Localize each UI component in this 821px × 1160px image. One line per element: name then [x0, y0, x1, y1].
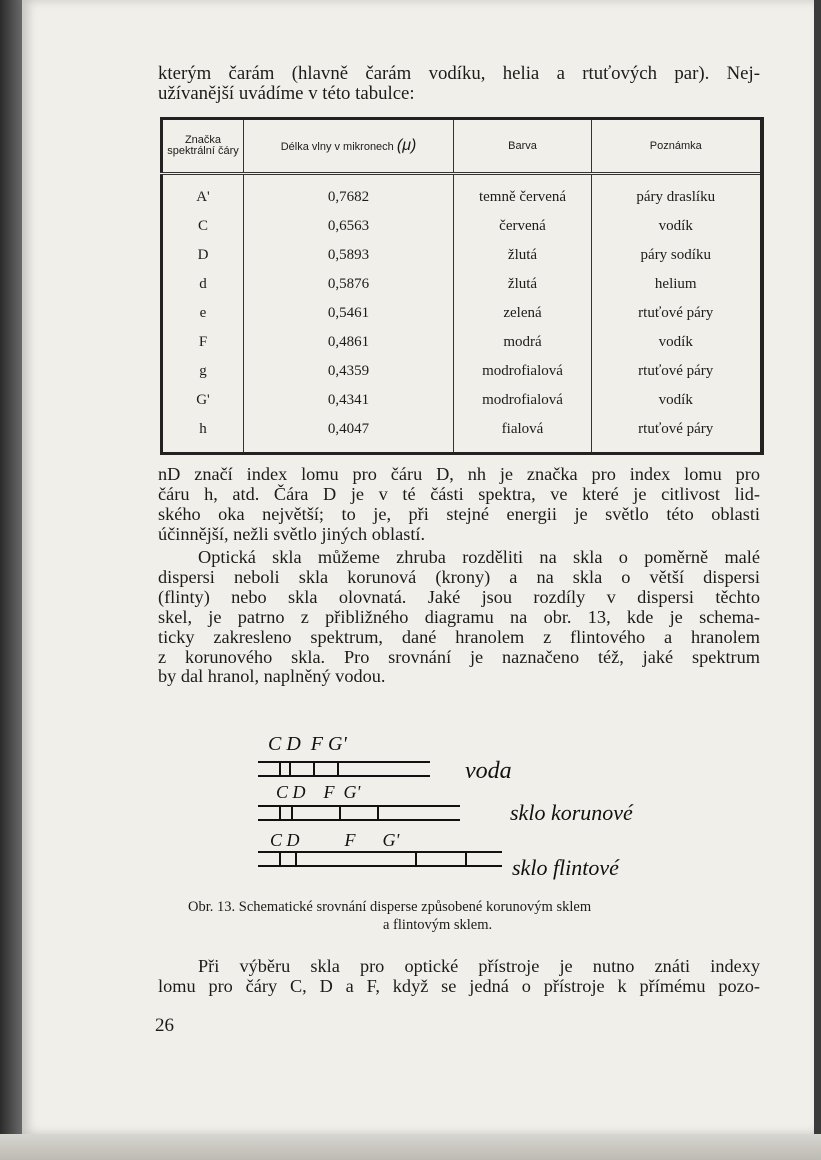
paragraph-line: účinnější, nežli světlo jiných oblastí. [158, 523, 426, 544]
cell-wavelength: 0,5893 [244, 241, 454, 270]
cell-note: helium [592, 270, 762, 299]
paragraph-optical-glass [158, 548, 760, 687]
cell-wavelength: 0,4341 [244, 386, 454, 415]
cell-mark: A' [196, 189, 210, 205]
diagram-row2-marks: C D F G' [276, 782, 361, 802]
cell-note: rtuťové páry [592, 299, 762, 328]
header-color: Barva [454, 119, 592, 174]
cell-wavelength: 0,4359 [244, 357, 454, 386]
intro-paragraph [158, 64, 760, 104]
cell-wavelength: 0,4047 [244, 415, 454, 454]
header-wavelength-unit: (μ) [396, 136, 417, 154]
figure-caption [188, 898, 748, 934]
cell-mark: G' [196, 392, 210, 408]
cell-color: modrofialová [454, 357, 592, 386]
diagram-row2-label: sklo korunové [510, 800, 633, 825]
diagram-row3-label: sklo flintové [512, 855, 619, 880]
paragraph-line: Při výběru skla pro optické přístroje je nutno znáti indexy [198, 956, 760, 976]
cell-color: zelená [454, 299, 592, 328]
cell-note: rtuťové páry [592, 415, 762, 454]
page-bottom-edge [0, 1134, 821, 1160]
binding-shadow [0, 0, 22, 1160]
paragraph-line: skel, je patrno z přibližného diagramu na obr. 13, kde je schema- [158, 606, 760, 627]
diagram-row1-marks: C D F G' [268, 733, 347, 755]
header-mark: Značka spektrální čáry [162, 119, 244, 174]
cell-note: vodík [592, 328, 762, 357]
paragraph-line: ticky zakresleno spektrum, dané hranolem z flintového a hranolem [158, 626, 760, 647]
paragraph-line: lomu pro čáry C, D a F, když se jedná o přístroje k přímému pozo- [158, 975, 760, 996]
table-row [162, 357, 762, 386]
paragraph-line: z korunového skla. Pro srovnání je naznačeno též, jaké spektrum [158, 646, 760, 667]
cell-mark: g [199, 363, 207, 379]
paragraph-line: čáru h, atd. Čára D je v té části spektra, ve které je citlivost lid- [158, 483, 760, 504]
cell-color: temně červená [454, 174, 592, 213]
cell-mark: F [198, 334, 208, 350]
paragraph-line: (flinty) nebo skla olovnatá. Jaké jsou rozdíly v dispersi těchto [158, 586, 760, 607]
cell-note: vodík [592, 386, 762, 415]
table-row [162, 386, 762, 415]
diagram-row1-label: voda [465, 758, 512, 784]
table-row [162, 299, 762, 328]
paragraph-glass-selection [158, 957, 760, 997]
header-wavelength [244, 119, 454, 174]
diagram-row3-marks: C D F G' [270, 830, 400, 850]
caption-line-2: a flintovým sklem. [383, 917, 493, 933]
cell-wavelength: 0,4861 [244, 328, 454, 357]
table-row [162, 270, 762, 299]
cell-note: vodík [592, 212, 762, 241]
cell-mark: D [197, 247, 209, 263]
paragraph-line: nD značí index lomu pro čáru D, nh je značka pro index lomu pro [158, 464, 760, 484]
table-row [162, 328, 762, 357]
spectral-lines-table [160, 117, 760, 449]
paragraph-refractive-index [158, 465, 760, 545]
intro-line-1: kterým čarám (hlavně čarám vodíku, helia a rtuťových par). Nej- [158, 63, 760, 84]
paragraph-line: ského oka největší; to je, při stejné energii je světlo této oblasti [158, 503, 760, 524]
cell-mark: e [199, 305, 207, 321]
cell-color: žlutá [454, 241, 592, 270]
dispersion-diagram [240, 720, 680, 885]
table-header-row [162, 119, 762, 174]
cell-wavelength: 0,6563 [244, 212, 454, 241]
cell-color: modrofialová [454, 386, 592, 415]
cell-mark: C [197, 218, 208, 234]
header-wavelength-label: Délka vlny v mikronech [280, 140, 394, 153]
cell-mark: d [199, 276, 207, 292]
header-note: Poznámka [592, 119, 762, 174]
cell-wavelength: 0,7682 [244, 174, 454, 213]
cell-wavelength: 0,5461 [244, 299, 454, 328]
cell-color: žlutá [454, 270, 592, 299]
cell-note: páry draslíku [592, 174, 762, 213]
table-row [162, 212, 762, 241]
intro-line-2: užívanější uvádíme v této tabulce: [158, 82, 415, 104]
paragraph-line: by dal hranol, naplněný vodou. [158, 666, 386, 687]
table-row [162, 415, 762, 454]
cell-color: fialová [454, 415, 592, 454]
cell-note: páry sodíku [592, 241, 762, 270]
page-number: 26 [155, 1015, 174, 1036]
paragraph-line: Optická skla můžeme zhruba rozděliti na skla o poměrně malé [198, 547, 760, 567]
cell-color: červená [454, 212, 592, 241]
table-row [162, 174, 762, 213]
cell-mark: h [199, 421, 207, 437]
cell-note: rtuťové páry [592, 357, 762, 386]
cell-color: modrá [454, 328, 592, 357]
caption-line-1: Obr. 13. Schematické srovnání disperse způsobené korunovým sklem [188, 899, 592, 915]
cell-wavelength: 0,5876 [244, 270, 454, 299]
paragraph-line: dispersi neboli skla korunová (krony) a na skla o větší dispersi [158, 566, 760, 587]
table-row [162, 241, 762, 270]
